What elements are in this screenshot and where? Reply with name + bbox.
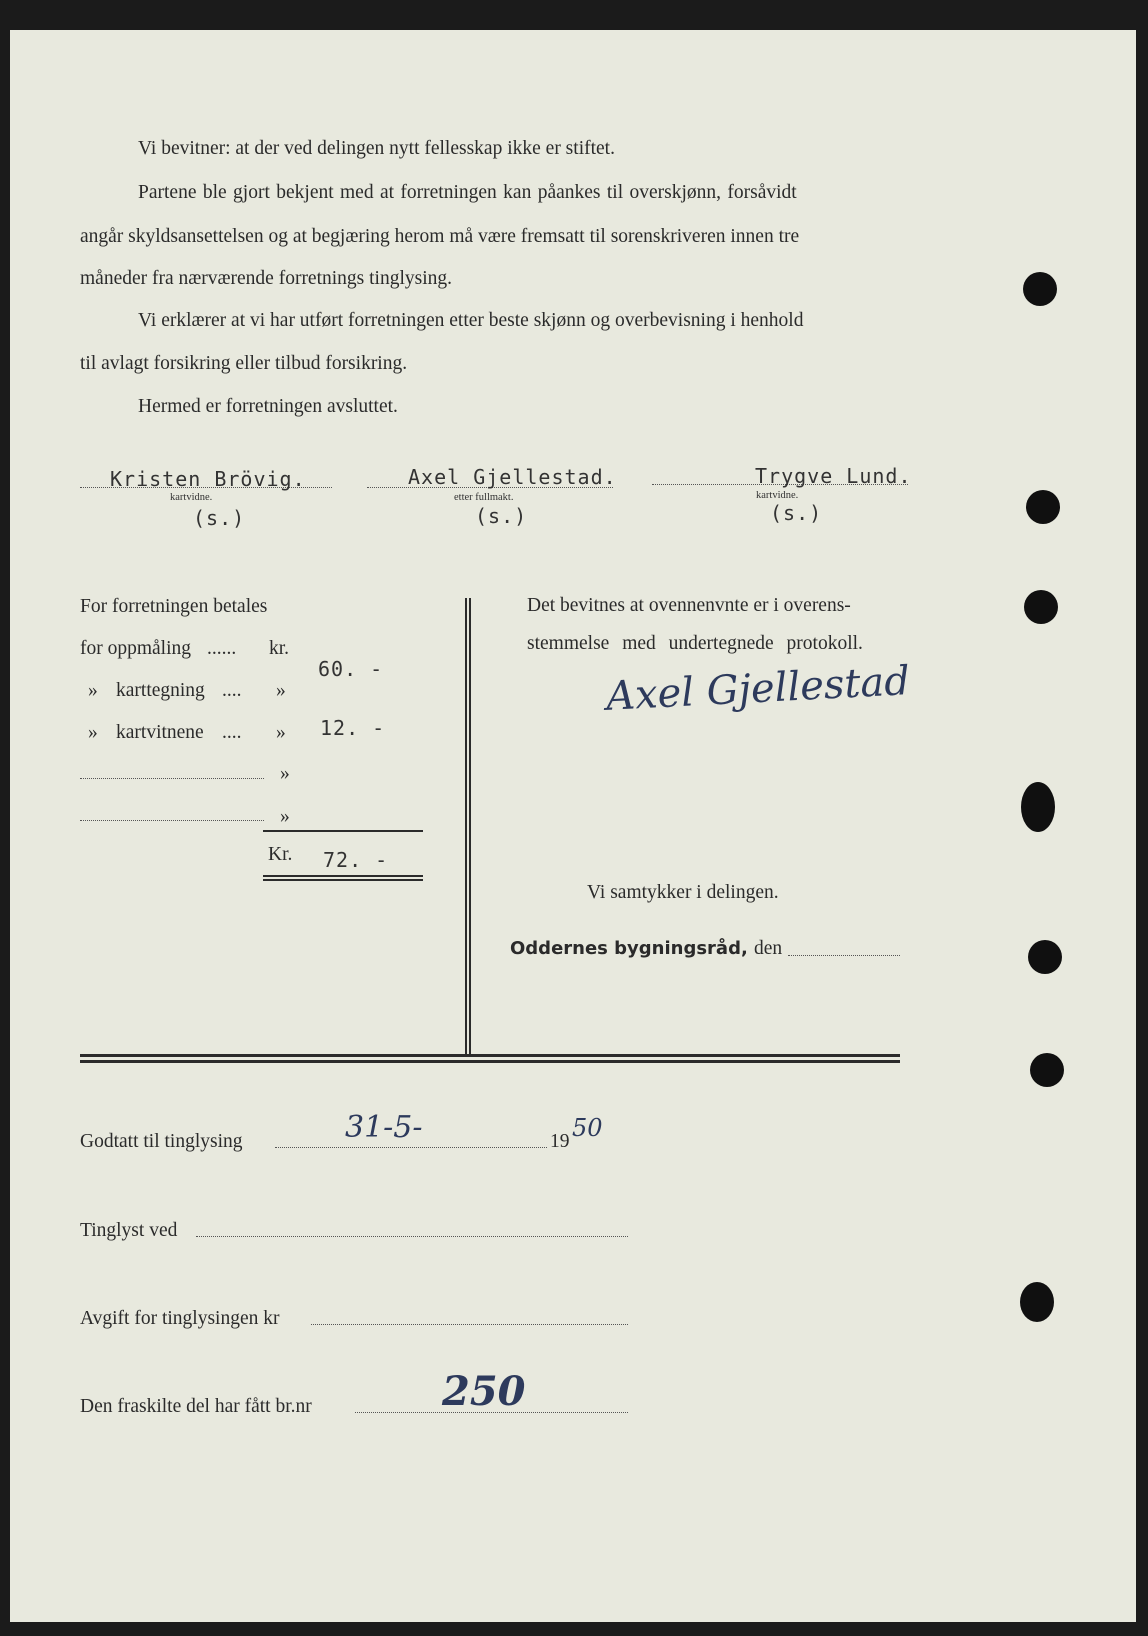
document-page (10, 30, 1136, 1622)
fees-heading: For forretningen betales (80, 596, 268, 617)
fee-row-mapping-leader: .... (222, 680, 242, 701)
paragraph-concluded: Hermed er forretningen avsluttet. (138, 396, 398, 417)
paragraph-no-partnership: Vi bevitner: at der ved delingen nytt fellesskap ikke er stiftet. (138, 138, 615, 159)
column-divider-left (465, 598, 467, 1056)
total-double-rule-top (263, 875, 423, 877)
section-rule-bottom (80, 1060, 900, 1063)
fee-for-registration-line (311, 1324, 628, 1325)
sum-rule (263, 830, 423, 832)
fee-row-blank-2-line (80, 820, 264, 821)
accepted-label: Godtatt til tinglysing (80, 1131, 243, 1152)
fee-row-mapping-unit: » (276, 680, 286, 701)
fee-row-blank-1-unit: » (280, 763, 290, 784)
signature-name-3: Trygve Lund. (755, 464, 912, 488)
signature-mark-1: (s.) (193, 506, 246, 530)
fee-row-survey-value: 60. - (318, 657, 384, 681)
signature-name-1: Kristen Brövig. (110, 467, 306, 491)
year-suffix-handwritten: 50 (572, 1114, 603, 1142)
fee-row-mapping-label: karttegning (116, 680, 205, 701)
column-divider-right (469, 598, 471, 1056)
paragraph-appeal-line-3: måneder fra nærværende forretnings tinglysing. (80, 268, 453, 289)
signature-mark-3: (s.) (770, 501, 823, 525)
council-date-line (788, 955, 900, 956)
section-rule-top (80, 1054, 900, 1057)
signature-mark-2: (s.) (475, 504, 528, 528)
fee-row-witnesses-label: kartvitnene (116, 722, 204, 743)
binder-hole (1020, 1282, 1054, 1322)
certification-line-1: Det bevitnes at ovennenvnte er i overens- (527, 595, 851, 616)
binder-hole (1026, 490, 1060, 524)
binder-hole (1024, 590, 1058, 624)
total-double-rule-bottom (263, 879, 423, 881)
total-label: Kr. (268, 844, 293, 865)
paragraph-declaration-line-1: Vi erklærer at vi har utført forretningen etter beste skjønn og overbevisning i henhold (138, 310, 804, 331)
fee-row-survey-label: for oppmåling (80, 638, 192, 659)
fee-row-witnesses-quote: » (88, 722, 98, 743)
consent-text: Vi samtykker i delingen. (587, 882, 779, 903)
fee-row-survey-leader: ...... (207, 638, 237, 659)
registered-label: Tinglyst ved (80, 1220, 178, 1241)
fee-row-mapping-quote: » (88, 680, 98, 701)
year-prefix: 19 (550, 1131, 570, 1152)
binder-hole (1023, 272, 1057, 306)
handwritten-signature: Axel Gjellestad (605, 658, 911, 720)
fee-row-witnesses-unit: » (276, 722, 286, 743)
registered-line (196, 1236, 628, 1237)
total-value: 72. - (323, 848, 389, 872)
signature-name-2: Axel Gjellestad. (408, 465, 617, 489)
fee-for-registration-label: Avgift for tinglysingen kr (80, 1308, 280, 1329)
fee-row-blank-2-unit: » (280, 806, 290, 827)
signature-role-3: kartvidne. (756, 490, 799, 501)
paragraph-appeal-line-1: Partene ble gjort bekjent med at forretningen kan påankes til overskjønn, forsåvidt (138, 182, 797, 203)
accepted-date-handwritten: 31-5- (345, 1110, 423, 1145)
council-name: Oddernes bygningsråd, (510, 938, 748, 959)
fee-row-witnesses-leader: .... (222, 722, 242, 743)
binder-hole (1030, 1053, 1064, 1087)
fee-row-witnesses-value: 12. - (320, 716, 386, 740)
paragraph-declaration-line-2: til avlagt forsikring eller tilbud forsikring. (80, 353, 408, 374)
signature-role-1: kartvidne. (170, 492, 213, 503)
certification-line-2: stemmelse med undertegnede protokoll. (527, 633, 863, 654)
paragraph-appeal-line-2: angår skyldsansettelsen og at begjæring herom må være fremsatt til sorenskriveren innen tre (80, 226, 800, 247)
brnr-label: Den fraskilte del har fått br.nr (80, 1396, 312, 1417)
signature-role-2: etter fullmakt. (454, 492, 514, 503)
brnr-handwritten: 250 (442, 1368, 526, 1415)
council-den-label: den (754, 938, 783, 959)
binder-hole (1021, 782, 1055, 832)
fee-row-survey-unit: kr. (269, 638, 290, 659)
binder-hole (1028, 940, 1062, 974)
accepted-date-line (275, 1147, 547, 1148)
fee-row-blank-1-line (80, 778, 264, 779)
